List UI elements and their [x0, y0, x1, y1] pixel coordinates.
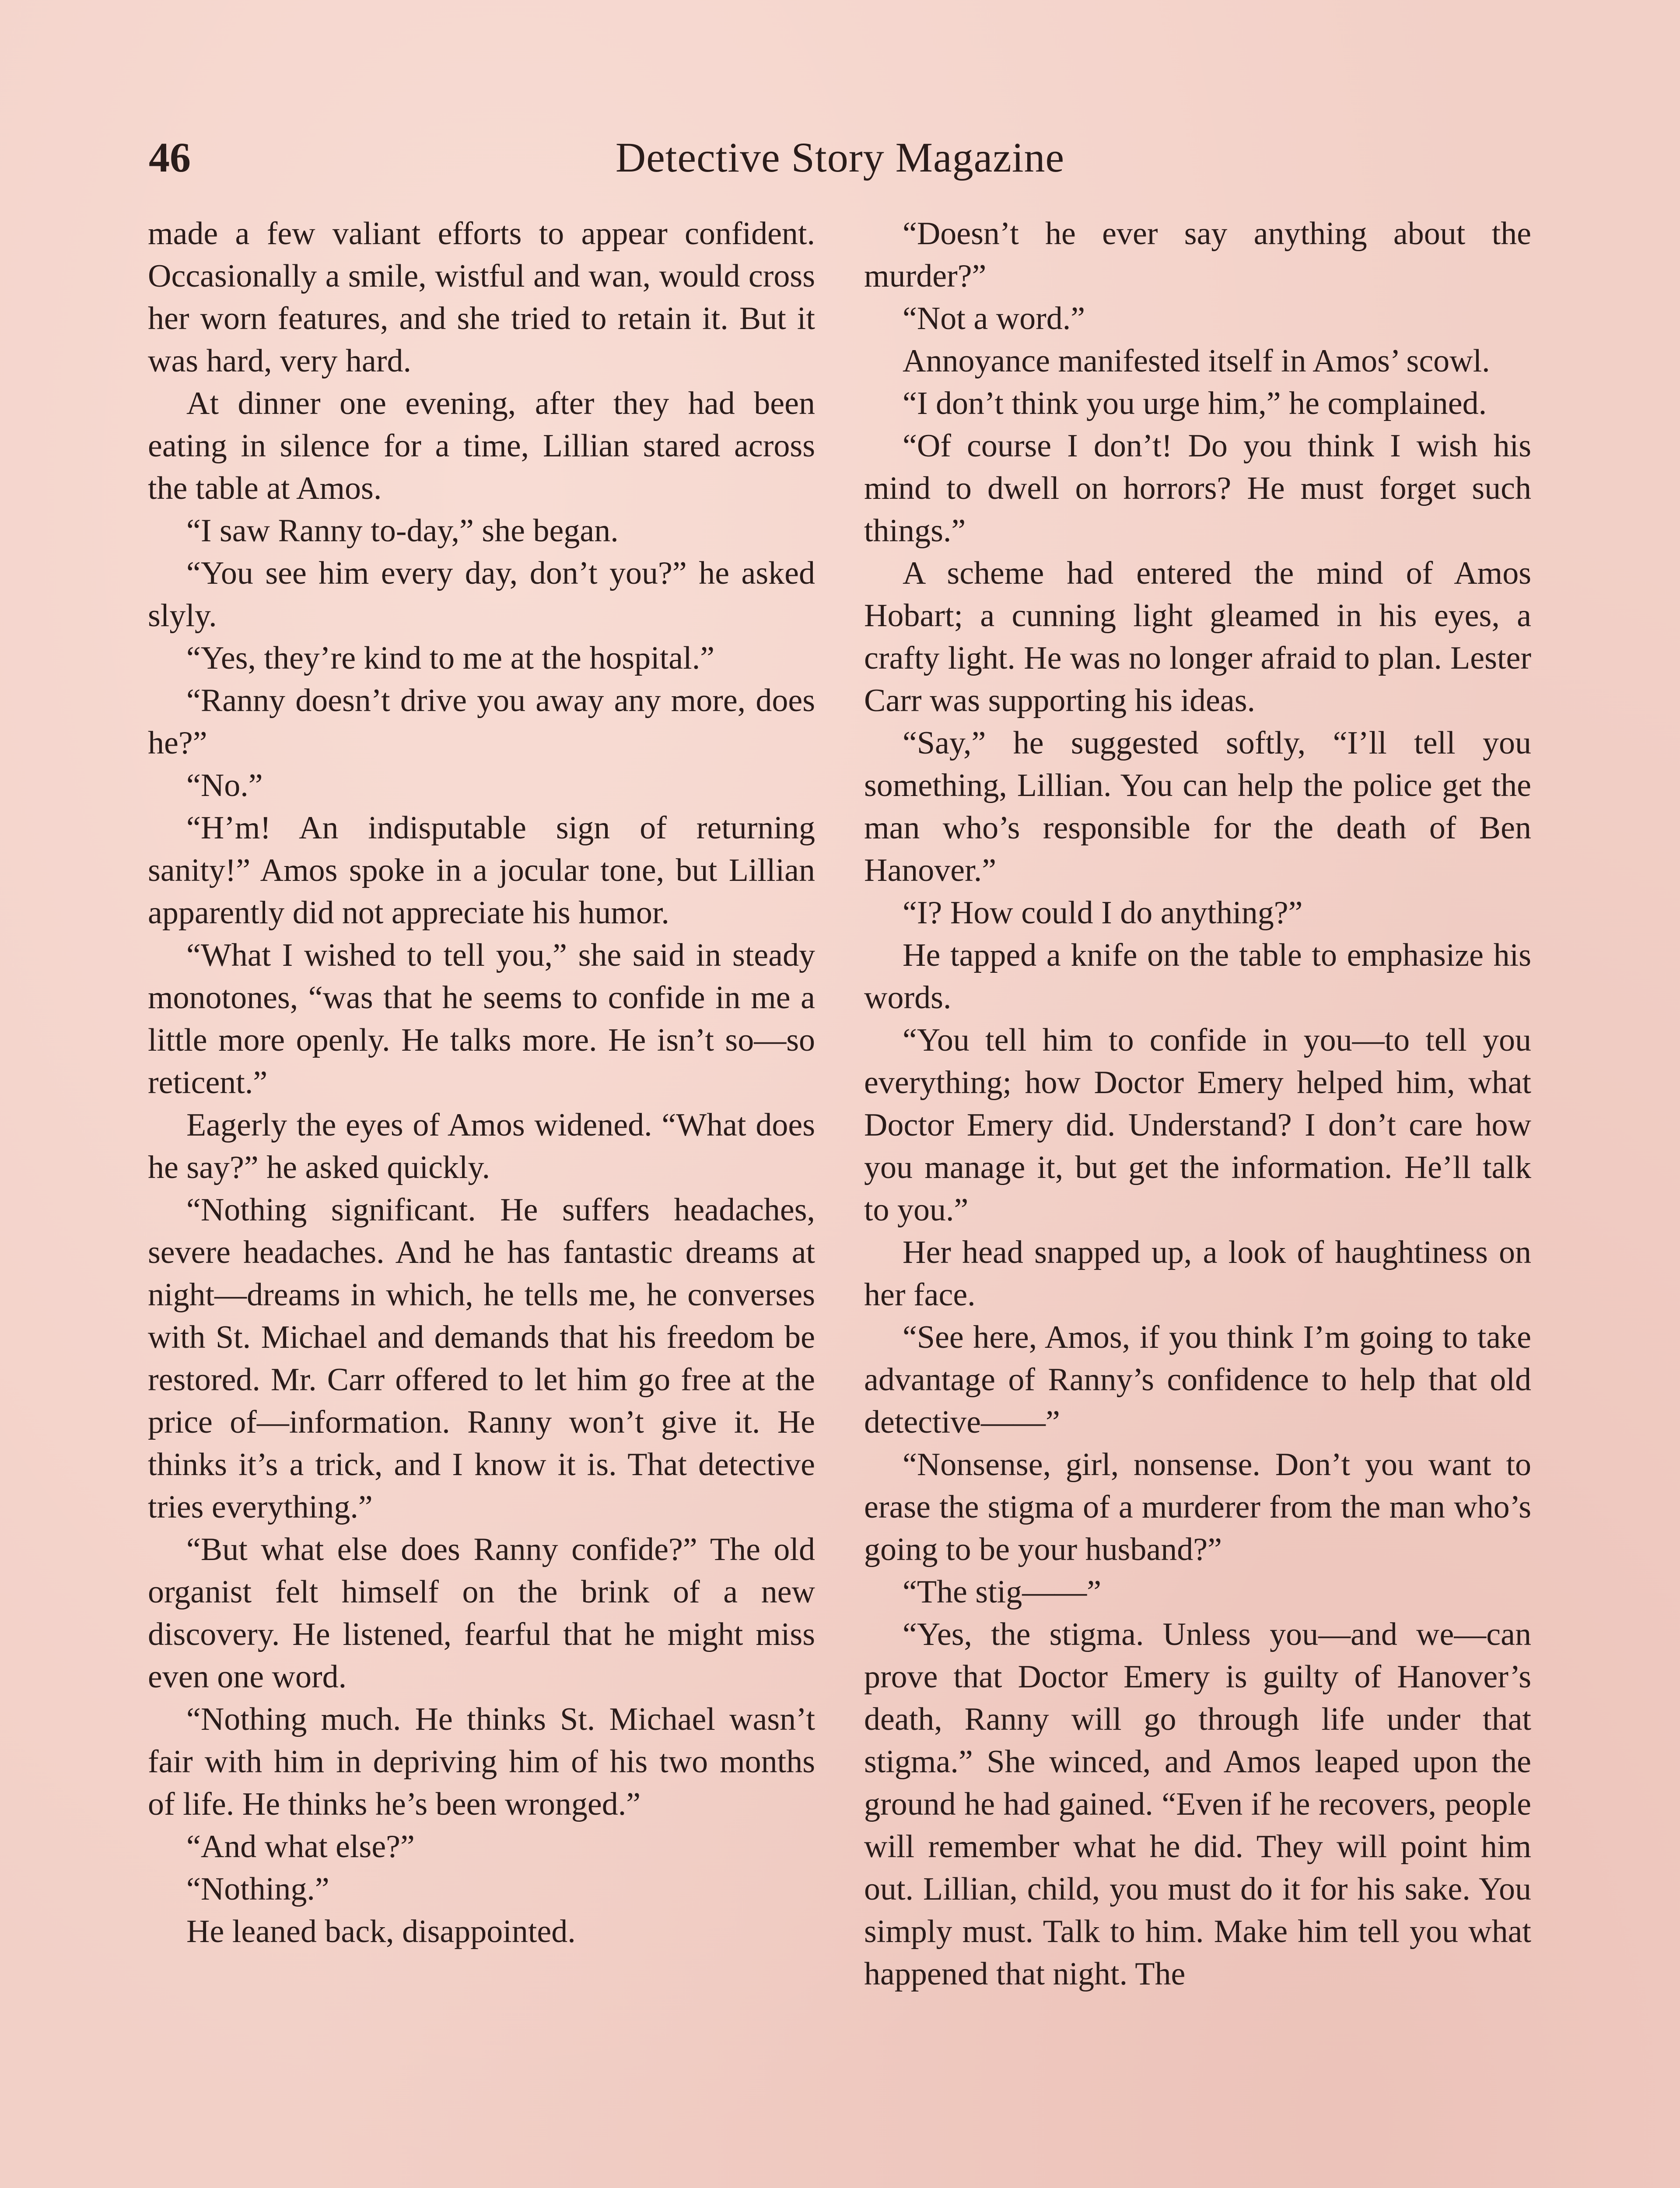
paragraph: “Doesn’t he ever say anything about the murder?” — [864, 216, 1531, 294]
right-column — [864, 213, 1531, 1995]
running-title: Detective Story Magazine — [615, 134, 1065, 181]
paragraph: “I? How could I do anything?” — [903, 895, 1303, 931]
paragraph: “I saw Ranny to-day,” she began. — [186, 513, 619, 549]
paragraph: “I don’t think you urge him,” he complained. — [903, 386, 1487, 421]
page-header — [149, 127, 1531, 188]
left-column — [148, 213, 815, 1953]
paragraph: “H’m! An indisputable sign of returning sanity!” Amos spoke in a jocular tone, but Lillian apparently did not appreciate his humor. — [148, 810, 815, 931]
paragraph: “No.” — [186, 768, 263, 803]
paragraph: “Ranny doesn’t drive you away any more, does he?” — [148, 683, 815, 761]
paragraph: “You tell him to confide in you—to tell you everything; how Doctor Emery helped him, what Doctor Emery did. Understand? I don’t care how you manage it, but get the information. He’ll talk to you.” — [864, 1022, 1531, 1228]
paragraph: made a few valiant efforts to appear confident. Occasionally a smile, wistful and wan, would cross her worn features, and she tried to retain it. But it was hard, very hard. — [148, 216, 815, 379]
paragraph: “Say,” he suggested softly, “I’ll tell you something, Lillian. You can help the police get the man who’s responsible for the death of Ben Hanover.” — [864, 725, 1531, 888]
paragraph: “Yes, they’re kind to me at the hospital.” — [186, 640, 715, 676]
paragraph: “See here, Amos, if you think I’m going to take advantage of Ranny’s confidence to help that old detective——” — [864, 1319, 1531, 1440]
paragraph: “Not a word.” — [903, 301, 1085, 337]
paragraph: At dinner one evening, after they had been eating in silence for a time, Lillian stared across the table at Amos. — [148, 386, 815, 506]
paragraph: Annoyance manifested itself in Amos’ scowl. — [903, 343, 1490, 379]
paragraph: He leaned back, disappointed. — [186, 1914, 576, 1950]
paragraph: “But what else does Ranny confide?” The old organist felt himself on the brink of a new discovery. He listened, fearful that he might miss even one word. — [148, 1532, 815, 1695]
page-number: 46 — [149, 134, 191, 181]
paragraph: Her head snapped up, a look of haughtiness on her face. — [864, 1234, 1531, 1313]
paragraph: “The stig——” — [903, 1574, 1102, 1610]
paragraph: “Nonsense, girl, nonsense. Don’t you want to erase the stigma of a murderer from the man who’s going to be your husband?” — [864, 1447, 1531, 1567]
paragraph: “What I wished to tell you,” she said in steady monotones, “was that he seems to confide in me a little more openly. He talks more. He isn’t so—so reticent.” — [148, 937, 815, 1101]
paragraph: A scheme had entered the mind of Amos Hobart; a cunning light gleamed in his eyes, a crafty light. He was no longer afraid to plan. Lester Carr was supporting his ideas. — [864, 555, 1531, 719]
paragraph: “You see him every day, don’t you?” he asked slyly. — [148, 555, 815, 634]
paragraph: “Nothing much. He thinks St. Michael wasn’t fair with him in depriving him of his two months of life. He thinks he’s been wronged.” — [148, 1701, 815, 1822]
paragraph: Eagerly the eyes of Amos widened. “What does he say?” he asked quickly. — [148, 1107, 815, 1185]
paragraph: “Nothing significant. He suffers headaches, severe headaches. And he has fantastic dreams at night—dreams in which, he tells me, he converses with St. Michael and demands that his freedom be restored. Mr. Carr offered to let him go free at the price of—information. Ranny won’t give it. He thinks it’s a trick, and I know it is. That detective tries everything.” — [148, 1192, 815, 1525]
paragraph: “Nothing.” — [186, 1871, 329, 1907]
paragraph: He tapped a knife on the table to emphasize his words. — [864, 937, 1531, 1016]
paragraph: “Of course I don’t! Do you think I wish his mind to dwell on horrors? He must forget such things.” — [864, 428, 1531, 549]
paragraph: “And what else?” — [186, 1829, 415, 1865]
paragraph: “Yes, the stigma. Unless you—and we—can prove that Doctor Emery is guilty of Hanover’s death, Ranny will go through life under that stigma.” She winced, and Amos leaped upon the ground he had gained. “Even if he recovers, people will remember what he did. They will point him out. Lillian, child, you must do it for his sake. You simply must. Talk to him. Make him tell you what happened that night. The — [864, 1616, 1531, 1992]
